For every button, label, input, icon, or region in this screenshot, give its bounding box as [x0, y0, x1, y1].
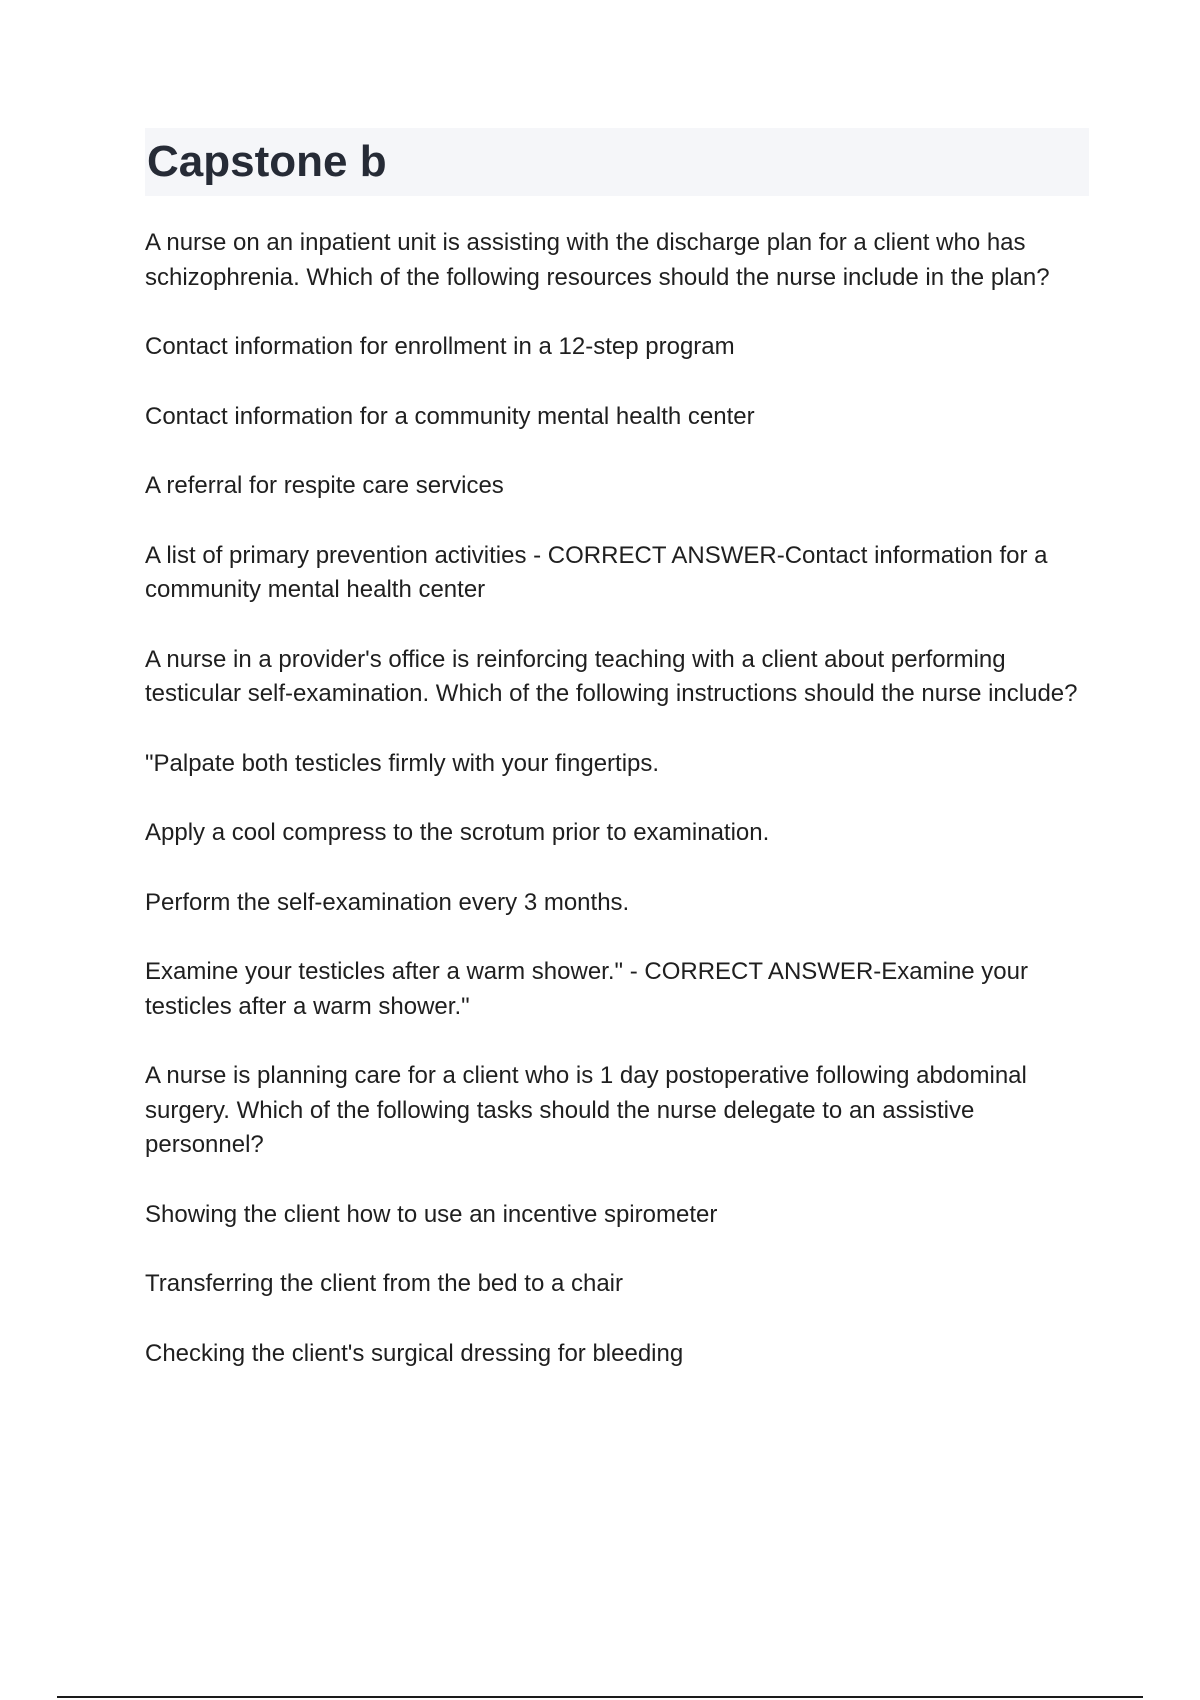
- question-2-option-3: Perform the self-examination every 3 months.: [145, 888, 630, 916]
- question-2-option-2: Apply a cool compress to the scrotum prior to examination.: [145, 819, 770, 846]
- question-1-option-1: Contact information for enrollment in a 12-step program: [145, 333, 735, 360]
- question-1-option-3: A referral for respite care services: [145, 472, 504, 499]
- question-2-option-1: "Palpate both testicles firmly with your fingertips.: [145, 749, 660, 777]
- title-banner: [145, 128, 1089, 196]
- question-2-option-4-with-answer: Examine your testicles after a warm shower." - CORRECT ANSWER-Examine your testicles after a warm shower.": [145, 958, 1028, 1020]
- question-1-stem: A nurse on an inpatient unit is assisting with the discharge plan for a client who has schizophrenia. Which of the following resources should the nurse include in the plan?: [145, 229, 1050, 291]
- question-3-option-3: Checking the client's surgical dressing for bleeding: [145, 1339, 684, 1367]
- document-body: [145, 226, 1089, 1406]
- question-1-option-4-with-answer: A list of primary prevention activities - CORRECT ANSWER-Contact information for a community mental health center: [145, 541, 1048, 603]
- document-title: Capstone b: [147, 137, 387, 186]
- question-1-option-2: Contact information for a community mental health center: [145, 402, 755, 430]
- footer-divider: [57, 1696, 1143, 1698]
- question-3-option-1: Showing the client how to use an incentive spirometer: [145, 1200, 718, 1228]
- question-2-stem: A nurse in a provider's office is reinforcing teaching with a client about performing testicular self-examination. Which of the following instructions should the nurse include?: [145, 645, 1078, 707]
- question-3-option-2: Transferring the client from the bed to a chair: [145, 1270, 624, 1297]
- question-3-stem: A nurse is planning care for a client who is 1 day postoperative following abdominal surgery. Which of the following tasks should the nurse delegate to an assistive personnel?: [145, 1062, 1027, 1158]
